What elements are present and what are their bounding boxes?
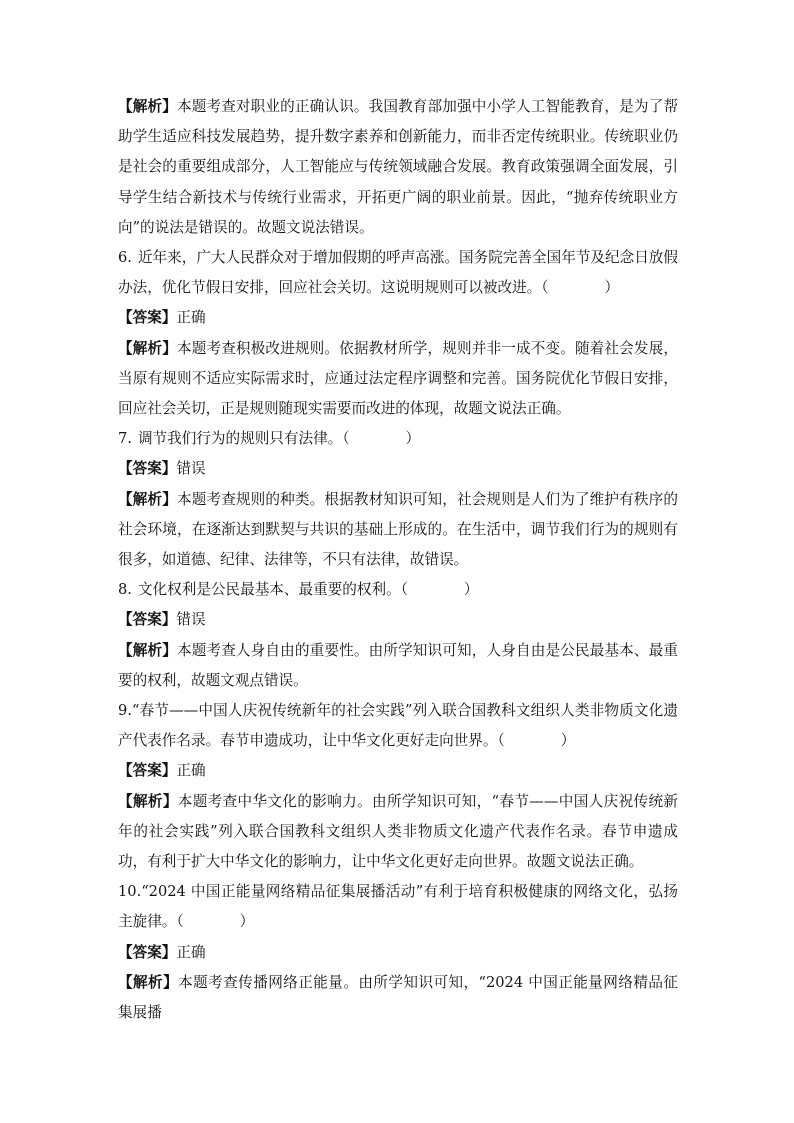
q5-analysis <box>118 92 678 243</box>
analysis-tag: 【解析】 <box>118 98 177 115</box>
question-end: ） <box>405 430 421 448</box>
analysis-tag: 【解析】 <box>118 792 178 810</box>
question-text: 调节我们行为的规则只有法律。（ <box>137 430 350 448</box>
q9-question <box>118 696 678 756</box>
question-text: 近年来，广大人民群众对于增加假期的呼声高涨。国务院完善全国年节及纪念日放假办法，优化节假日安排，回应社会关切。这说明规则可以被改进。（ <box>118 249 678 297</box>
q6-analysis <box>118 334 678 425</box>
document-page <box>118 92 678 1028</box>
q9-analysis <box>118 787 678 878</box>
answer-text: 正确 <box>176 943 206 961</box>
q10-question <box>118 877 678 937</box>
analysis-text: 本题考查中华文化的影响力。由所学知识可知，“春节——中国人庆祝传统新年的社会实践”列入联合国教科文组织人类非物质文化遗产代表作名录。春节申遗成功，有利于扩大中华文化的影响力，让中华文化更好走向世界。故题文说法正确。 <box>118 792 678 871</box>
q7-question <box>118 424 678 454</box>
answer-text: 错误 <box>176 611 206 629</box>
analysis-tag: 【解析】 <box>118 339 177 357</box>
q8-question <box>118 575 678 605</box>
analysis-tag: 【解析】 <box>118 490 177 508</box>
analysis-text: 本题考查对职业的正确认识。我国教育部加强中小学人工智能教育，是为了帮助学生适应科技发展趋势，提升数字素养和创新能力，而非否定传统职业。传统职业仍是社会的重要组成部分，人工智能应与传统领域融合发展。教育政策强调全面发展，引导学生结合新技术与传统行业需求，开拓更广阔的职业前景。因此，“抛弃传统职业方向”的说法是错误的。故题文说法错误。 <box>118 98 678 236</box>
question-end: ） <box>463 581 479 599</box>
question-text: 文化权利是公民最基本、最重要的权利。（ <box>137 581 408 599</box>
answer-text: 错误 <box>176 460 206 478</box>
q6-answer <box>118 303 678 333</box>
question-number: 8. <box>118 581 132 599</box>
analysis-text: 本题考查规则的种类。根据教材知识可知，社会规则是人们为了维护有秩序的社会环境，在逐渐达到默契与共识的基础上形成的。在生活中，调节我们行为的规则有很多，如道德、纪律、法律等，不只有法律，故错误。 <box>118 490 678 569</box>
analysis-tag: 【解析】 <box>118 641 177 659</box>
answer-tag: 【答案】 <box>118 762 177 780</box>
question-end: ） <box>604 279 620 297</box>
question-end: ） <box>560 732 576 750</box>
q7-answer <box>118 454 678 484</box>
question-number: 7. <box>118 430 132 448</box>
question-end: ） <box>239 913 255 931</box>
question-number: 6. <box>118 249 132 267</box>
answer-text: 正确 <box>176 309 206 327</box>
analysis-text: 本题考查积极改进规则。依据教材所学，规则并非一成不变。随着社会发展，当原有规则不适应实际需求时，应通过法定程序调整和完善。国务院优化节假日安排，回应社会关切，正是规则随现实需要而改进的体现，故题文说法正确。 <box>118 339 678 418</box>
analysis-text: 本题考查传播网络正能量。由所学知识可知，“2024 中国正能量网络精品征集展播 <box>118 973 678 1022</box>
answer-tag: 【答案】 <box>118 309 177 327</box>
question-number: 9. <box>118 702 132 720</box>
question-number: 10. <box>118 883 142 901</box>
question-text: “春节——中国人庆祝传统新年的社会实践”列入联合国教科文组织人类非物质文化遗产代表作名录。春节申遗成功，让中华文化更好走向世界。（ <box>118 702 678 750</box>
q8-analysis <box>118 636 678 696</box>
q6-question <box>118 243 678 303</box>
analysis-text: 本题考查人身自由的重要性。由所学知识可知，人身自由是公民最基本、最重要的权利，故题文观点错误。 <box>118 641 678 689</box>
question-text: “2024 中国正能量网络精品征集展播活动”有利于培育积极健康的网络文化，弘扬主旋律。（ <box>118 883 678 931</box>
q8-answer <box>118 605 678 635</box>
q7-analysis <box>118 485 678 576</box>
q9-answer <box>118 756 678 786</box>
q10-answer <box>118 938 678 968</box>
q10-analysis <box>118 968 678 1028</box>
answer-tag: 【答案】 <box>118 611 177 629</box>
answer-tag: 【答案】 <box>118 943 177 961</box>
answer-tag: 【答案】 <box>118 460 177 478</box>
analysis-tag: 【解析】 <box>118 973 179 991</box>
answer-text: 正确 <box>176 762 206 780</box>
